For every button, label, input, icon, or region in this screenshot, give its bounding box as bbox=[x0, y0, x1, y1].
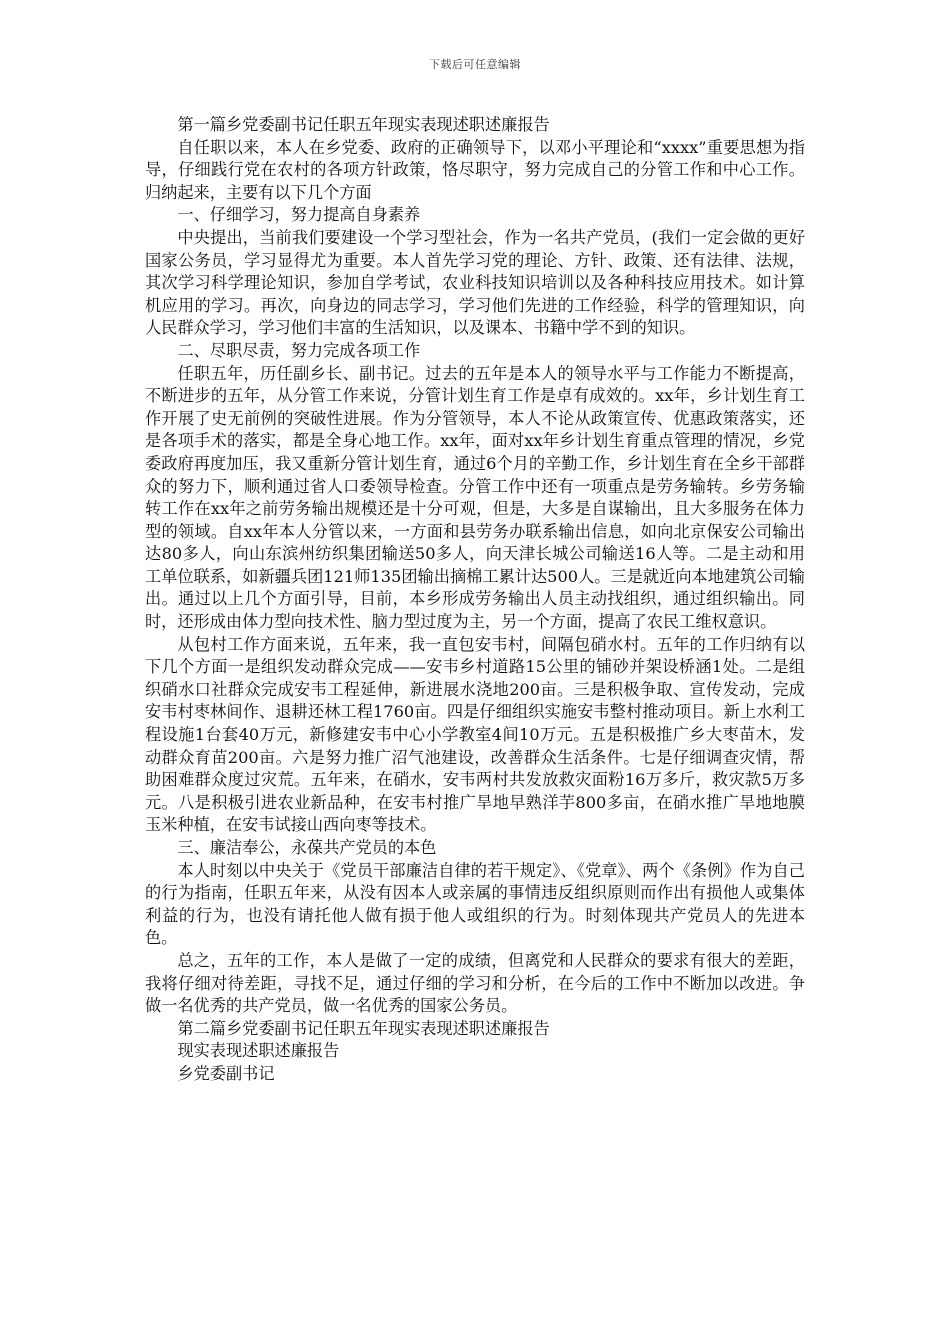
paragraph-integrity: 本人时刻以中央关于《党员干部廉洁自律的若干规定》、《党章》、两个《条例》作为自己的行为指南，任职五年来，从没有因本人或亲属的事情违反组织原则而作出有损他人或集体利益的行为，也没有请托他人做有损于他人或组织的行为。时刻体现共产党员人的先进本色。 bbox=[145, 860, 805, 948]
paragraph-study: 中央提出，当前我们要建设一个学习型社会，作为一名共产党员，(我们一定会做的更好国家公务员，学习显得尤为重要。本人首先学习党的理论、方针、政策、还有法律、法规，其次学习科学理论知识，参加自学考试，农业科技知识培训以及各种科技应用技术。如计算机应用的学习。再次，向身边的同志学习，学习他们先进的工作经验，科学的管理知识，向人民群众学习，学习他们丰富的生活知识，以及课本、书籍中学不到的知识。 bbox=[145, 227, 805, 338]
paragraph-village-work: 从包村工作方面来说，五年来，我一直包安韦村，间隔包硝水村。五年的工作归纳有以下几个方面一是组织发动群众完成——安韦乡村道路15公里的铺砂并架设桥涵1处。二是组织硝水口社群众完成安韦工程延伸，新进展水浇地200亩。三是积极争取、宣传发动，完成安韦村枣林间作、退耕还林工程1760亩。四是仔细组织实施安韦整村推动项目。新上水利工程设施1台套40万元，新修建安韦中心小学教室4间10万元。五是积极推广乡大枣苗木，发动群众育苗200亩。六是努力推广沼气池建设，改善群众生活条件。七是仔细调查灾情，帮助困难群众度过灾荒。五年来，在硝水，安韦两村共发放救灾面粉16万多斤，救灾款5万多元。八是积极引进农业新品种，在安韦村推广旱地早熟洋芋800多亩，在硝水推广旱地地膜玉米种植，在安韦试接山西向枣等技术。 bbox=[145, 634, 805, 835]
document-body bbox=[145, 114, 805, 1086]
section-title-2: 第二篇乡党委副书记任职五年现实表现述职述廉报告 bbox=[177, 1018, 550, 1038]
subtitle-report: 现实表现述职述廉报告 bbox=[177, 1041, 340, 1061]
heading-duties: 二、尽职尽责，努力完成各项工作 bbox=[177, 340, 421, 360]
heading-integrity: 三、廉洁奉公，永葆共产党员的本色 bbox=[177, 838, 437, 857]
paragraph-summary: 总之，五年的工作，本人是做了一定的成绩，但离党和人民群众的要求有很大的差距，我将仔细对待差距，寻找不足，通过仔细的学习和分析，在今后的工作中不断加以改进。争做一名优秀的共产党员，做一名优秀的国家公务员。 bbox=[145, 950, 805, 1016]
page-header-note: 下载后可任意编辑 bbox=[429, 58, 521, 71]
section-title-1: 第一篇乡党委副书记任职五年现实表现述职述廉报告 bbox=[177, 115, 550, 134]
heading-study: 一、仔细学习，努力提高自身素养 bbox=[177, 205, 421, 225]
paragraph-duties: 任职五年，历任副乡长、副书记。过去的五年是本人的领导水平与工作能力不断提高，不断进步的五年，从分管工作来说，分管计划生育工作是卓有成效的。xx年，乡计划生育工作开展了史无前例的突破性进展。作为分管领导，本人不论从政策宣传、优惠政策落实，还是各项手术的落实，都是全身心地工作。xx年，面对xx年乡计划生育重点管理的情况，乡党委政府再度加压，我又重新分管计划生育，通过6个月的辛勤工作，乡计划生育在全乡干部群众的努力下，顺利通过省人口委领导检查。分管工作中还有一项重点是劳务输转。乡劳务输转工作在xx年之前劳务输出规模还是十分可观，但是，大多是自谋输出，且大多服务在体力型的领域。自xx年本人分管以来，一方面和县劳务办联系输出信息，如向北京保安公司输出达80多人，向山东滨州纺织集团输送50多人，向天津长城公司输送16人等。二是主动和用工单位联系，如新疆兵团121师135团输出摘棉工累计达500人。三是就近向本地建筑公司输出。通过以上几个方面引导，目前，本乡形成劳务输出人员主动找组织，通过组织输出。同时，还形成由体力型向技术性、脑力型过度为主，另一个方面，提高了农民工维权意识。 bbox=[145, 363, 805, 632]
subtitle-position: 乡党委副书记 bbox=[177, 1063, 275, 1083]
paragraph-intro: 自任职以来，本人在乡党委、政府的正确领导下，以邓小平理论和“xxxx”重要思想为指导，仔细践行党在农村的各项方针政策，恪尽职守，努力完成自己的分管工作和中心工作。归纳起来，主要有以下几个方面 bbox=[145, 137, 805, 202]
